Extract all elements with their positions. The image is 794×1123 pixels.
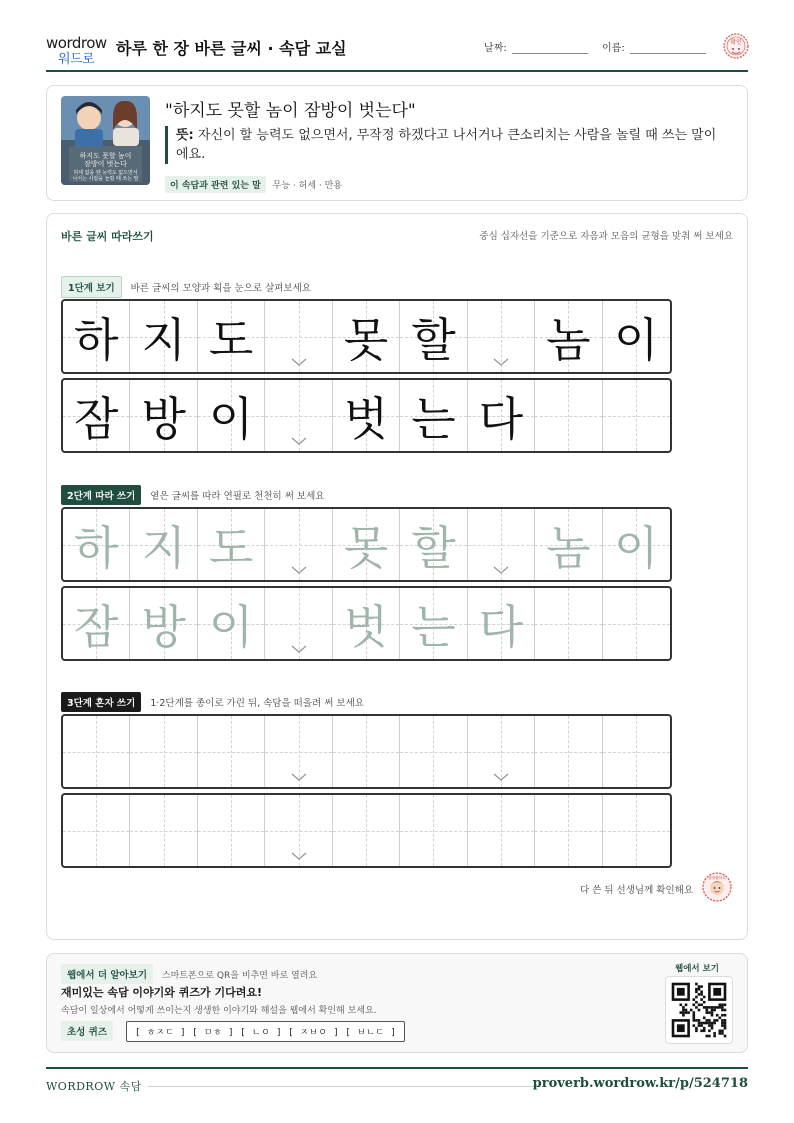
related-words <box>165 176 342 193</box>
space-chevron-icon <box>291 566 307 574</box>
web-heading: 재미있는 속담 이야기와 퀴즈가 기다려요! <box>61 986 262 999</box>
teacher-stamp-text: 참잘했어요 <box>708 876 726 880</box>
step-2-row-1[interactable] <box>61 507 672 582</box>
writing-cell[interactable] <box>130 588 197 659</box>
writing-cell[interactable] <box>603 509 670 580</box>
practice-hint: 중심 십자선을 기준으로 자음과 모음의 균형을 맞춰 써 보세요 <box>479 231 733 242</box>
cell-character: 지 <box>141 520 186 575</box>
writing-cell[interactable] <box>333 795 400 866</box>
qr-code[interactable] <box>665 976 733 1044</box>
cell-character: 방 <box>141 391 186 446</box>
web-label <box>61 964 317 984</box>
check-note: 다 쓴 뒤 선생님께 확인해요 <box>579 885 693 896</box>
writing-cell[interactable] <box>468 716 535 787</box>
cell-character: 지 <box>141 312 186 367</box>
step-1-badge: 1단계 보기 <box>61 276 122 298</box>
writing-cell[interactable] <box>535 588 602 659</box>
thumb-caption-2: 잠방이 벗는다 <box>84 160 127 168</box>
writing-cell[interactable] <box>535 716 602 787</box>
chosung-quiz <box>61 1021 405 1042</box>
writing-cell[interactable] <box>535 795 602 866</box>
writing-cell[interactable] <box>198 588 265 659</box>
step-3-label <box>61 692 364 712</box>
writing-cell <box>198 301 265 372</box>
web-badge: 웹에서 더 알아보기 <box>61 964 153 984</box>
writing-cell[interactable] <box>265 509 332 580</box>
cell-character: 잠 <box>74 391 119 446</box>
writing-cell[interactable] <box>333 509 400 580</box>
cell-character: 도 <box>208 312 254 367</box>
quiz-value: [ ㅎㅈㄷ ] [ ㅁㅎ ] [ ㄴㅇ ] [ ㅈㅂㅇ ] [ ㅂㄴㄷ ] <box>126 1021 406 1042</box>
web-description: 속담이 일상에서 어떻게 쓰이는지 생생한 이야기와 해설을 웹에서 확인해 보세요. <box>61 1006 377 1016</box>
writing-cell <box>603 380 670 451</box>
writing-cell[interactable] <box>535 509 602 580</box>
thumb-caption-1: 하지도 못할 놈이 <box>79 152 132 160</box>
page-title: 하루 한 장 바른 글씨 · 속담 교실 <box>116 39 347 58</box>
writing-cell[interactable] <box>63 509 130 580</box>
space-chevron-icon <box>493 358 509 366</box>
step-1-row-1 <box>61 299 672 374</box>
step-3-row-1[interactable] <box>61 714 672 789</box>
name-label: 이름: <box>602 43 625 54</box>
proverb-meaning <box>165 126 725 164</box>
writing-cell[interactable] <box>63 588 130 659</box>
name-field[interactable] <box>630 53 706 54</box>
writing-cell <box>63 301 130 372</box>
step-3-badge: 3단계 혼자 쓰기 <box>61 692 141 712</box>
writing-cell[interactable] <box>198 795 265 866</box>
teacher-stamp-icon <box>701 871 733 903</box>
practice-title: 바른 글씨 따라쓰기 <box>61 230 154 243</box>
writing-cell[interactable] <box>468 795 535 866</box>
writing-cell[interactable] <box>265 716 332 787</box>
related-badge: 이 속담과 관련 있는 말 <box>165 176 266 193</box>
cell-character: 할 <box>411 520 456 575</box>
space-chevron-icon <box>291 358 307 366</box>
cell-character: 놈 <box>546 520 591 575</box>
cell-character: 벗 <box>343 599 389 654</box>
writing-cell <box>603 301 670 372</box>
proverb-title: "하지도 못할 놈이 잠방이 벗는다" <box>165 101 416 121</box>
step-1-row-2 <box>61 378 672 453</box>
writing-cell <box>468 380 535 451</box>
writing-cell[interactable] <box>265 588 332 659</box>
space-chevron-icon <box>291 437 307 445</box>
writing-cell <box>265 301 332 372</box>
space-chevron-icon <box>493 773 509 781</box>
step-1-label <box>61 276 311 298</box>
space-chevron-icon <box>493 566 509 574</box>
footer-url[interactable]: proverb.wordrow.kr/p/524718 <box>532 1076 748 1091</box>
space-chevron-icon <box>291 852 307 860</box>
cell-character: 못 <box>343 520 389 575</box>
writing-cell[interactable] <box>333 716 400 787</box>
cell-character: 벗 <box>343 391 389 446</box>
cell-character: 다 <box>478 599 524 654</box>
writing-cell[interactable] <box>400 716 467 787</box>
step-3-desc: 1·2단계를 종이로 가린 뒤, 속담을 떠올려 써 보세요 <box>150 698 364 709</box>
qr-code-icon <box>666 977 732 1043</box>
proverb-card <box>46 85 748 201</box>
related-words-text: 무능 · 허세 · 만용 <box>272 181 342 191</box>
cell-character: 방 <box>141 599 186 654</box>
wordrow-logo <box>46 34 110 67</box>
writing-cell[interactable] <box>130 509 197 580</box>
footer-brand: WORDROW 속담 <box>46 1080 142 1093</box>
writing-cell[interactable] <box>198 716 265 787</box>
thumb-caption-4: 나서는 사람을 놀릴 때 쓰는 말 <box>72 176 139 182</box>
writing-cell <box>468 301 535 372</box>
writing-cell[interactable] <box>265 795 332 866</box>
cell-character: 놈 <box>546 312 591 367</box>
cell-character: 할 <box>411 312 456 367</box>
date-field[interactable] <box>512 53 588 54</box>
practice-panel <box>46 213 748 940</box>
cell-character: 이 <box>614 520 659 575</box>
footer-divider <box>148 1086 540 1087</box>
step-1-desc: 바른 글씨의 모양과 획을 눈으로 살펴보세요 <box>130 283 311 294</box>
step-2-label <box>61 485 324 505</box>
cell-character: 잠 <box>74 599 119 654</box>
writing-cell[interactable] <box>63 716 130 787</box>
writing-cell[interactable] <box>333 588 400 659</box>
writing-cell <box>400 301 467 372</box>
step-3-row-2[interactable] <box>61 793 672 868</box>
cell-character: 이 <box>614 312 659 367</box>
web-section <box>46 953 748 1053</box>
quiz-label: 초성 퀴즈 <box>61 1021 113 1041</box>
cell-character: 다 <box>478 391 524 446</box>
logo-text-top: wordrow <box>46 34 107 52</box>
space-chevron-icon <box>291 773 307 781</box>
logo-text-bottom: 워드로 <box>58 52 95 67</box>
writing-cell[interactable] <box>468 509 535 580</box>
cell-character: 하 <box>74 312 119 367</box>
writing-cell[interactable] <box>468 588 535 659</box>
writing-cell <box>333 380 400 451</box>
step-2-badge: 2단계 따라 쓰기 <box>61 485 141 505</box>
cell-character: 는 <box>411 599 456 654</box>
proverb-illustration <box>61 96 150 185</box>
writing-cell[interactable] <box>63 795 130 866</box>
web-badge-desc: 스마트폰으로 QR을 비추면 바로 열려요 <box>161 971 318 981</box>
writing-cell <box>333 301 400 372</box>
meaning-label: 뜻: <box>176 128 194 143</box>
writing-cell <box>535 301 602 372</box>
cell-character: 하 <box>74 520 119 575</box>
writing-cell <box>63 380 130 451</box>
writing-cell[interactable] <box>603 795 670 866</box>
writing-cell <box>400 380 467 451</box>
page-header <box>46 30 748 72</box>
writing-cell[interactable] <box>400 795 467 866</box>
cell-character: 는 <box>411 391 456 446</box>
cell-character: 이 <box>208 599 254 654</box>
space-chevron-icon <box>291 645 307 653</box>
date-label: 날짜: <box>484 43 507 54</box>
writing-cell <box>130 301 197 372</box>
cell-character: 못 <box>343 312 389 367</box>
writing-cell[interactable] <box>130 795 197 866</box>
writing-cell <box>198 380 265 451</box>
page-footer <box>46 1067 748 1097</box>
confirm-stamp-icon <box>722 32 750 60</box>
writing-cell[interactable] <box>198 509 265 580</box>
step-2-desc: 옅은 글씨를 따라 연필로 천천히 써 보세요 <box>150 491 325 502</box>
cell-character: 이 <box>208 391 254 446</box>
writing-cell[interactable] <box>603 588 670 659</box>
writing-cell <box>265 380 332 451</box>
cell-character: 도 <box>208 520 254 575</box>
writing-cell <box>130 380 197 451</box>
stamp-text: 확인 <box>730 39 742 46</box>
writing-cell[interactable] <box>603 716 670 787</box>
writing-cell[interactable] <box>400 509 467 580</box>
writing-cell[interactable] <box>400 588 467 659</box>
writing-cell[interactable] <box>130 716 197 787</box>
thumb-caption-3: 허세 없을 땐 능력도 없으면서 <box>73 170 138 176</box>
step-2-row-2[interactable] <box>61 586 672 661</box>
qr-label: 웹에서 보기 <box>674 964 719 974</box>
meaning-text: 자신이 할 능력도 없으면서, 무작정 하겠다고 나서거나 큰소리치는 사람을 놀릴 때 쓰는 말이에요. <box>176 128 717 162</box>
writing-cell <box>535 380 602 451</box>
